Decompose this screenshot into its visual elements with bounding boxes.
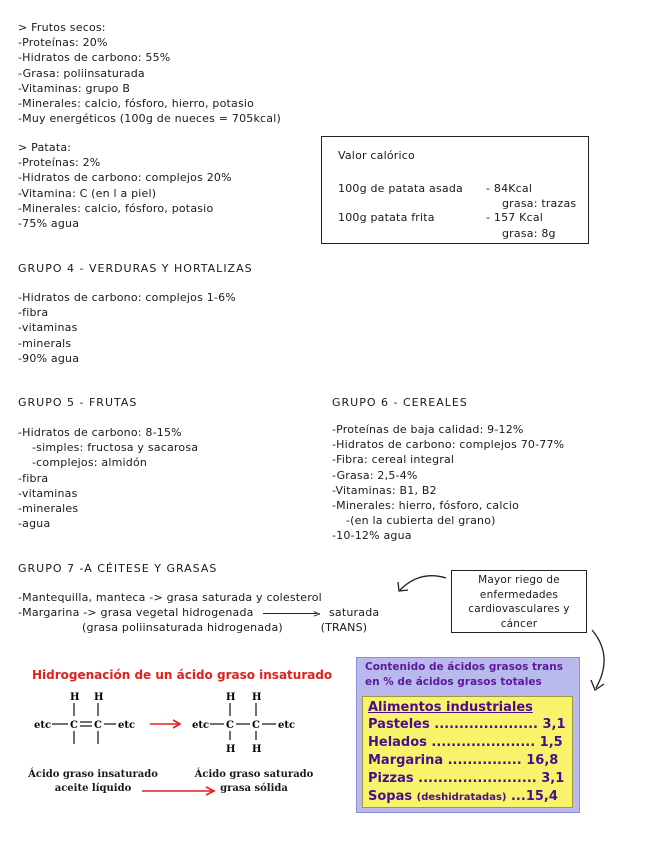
left-caption-2: aceite líquido <box>54 783 132 794</box>
trans-row-value: 1,5 <box>539 735 563 750</box>
trans-row-dots: ............... <box>443 753 527 768</box>
atom-c: C <box>252 720 260 731</box>
riesgo-line: enfermedades <box>479 588 559 601</box>
trans-row-name: Pizzas <box>368 771 414 786</box>
trans-row-value: 16,8 <box>526 753 559 768</box>
grupo4-line: -90% agua <box>18 351 80 365</box>
curved-arrow-icon <box>390 570 450 596</box>
trans-row <box>368 734 563 752</box>
grupo5-line: -minerales <box>18 502 79 516</box>
grupo6-line: -10-12% agua <box>332 529 412 543</box>
curved-down-arrow-icon <box>586 628 616 694</box>
valor-calorico-title: Valor calórico <box>338 149 415 162</box>
trans-row-name: Margarina <box>368 753 444 768</box>
patata-title: > Patata: <box>18 141 72 154</box>
atom-h: H <box>252 744 262 755</box>
trans-row-value: 15,4 <box>525 789 558 804</box>
grupo5-line: -Hidratos de carbono: 8-15% <box>18 426 182 439</box>
grupo6-line: -Grasa: 2,5-4% <box>332 468 418 482</box>
grupo7-line: -Mantequilla, manteca -> grasa saturada y colesterol <box>18 591 322 604</box>
atom-h: H <box>226 744 236 755</box>
etc-label: etc <box>192 720 210 731</box>
patata-line: -Minerales: calcio, fósforo, potasio <box>18 201 214 215</box>
grupo5-title: GRUPO 5 - FRUTAS <box>18 396 138 409</box>
frutos-secos-line: -Minerales: calcio, fósforo, hierro, potasio <box>18 97 255 111</box>
frutos-secos-line: -Muy energéticos (100g de nueces = 705kcal) <box>18 112 281 126</box>
long-arrow: > <box>263 613 317 614</box>
trans-row-name: Helados <box>368 735 427 750</box>
frutos-secos-line: -Grasa: poliinsaturada <box>18 66 145 80</box>
grupo7-line <box>18 605 379 620</box>
etc-label: etc <box>34 720 52 731</box>
riesgo-line: Mayor riego de <box>478 574 560 586</box>
trans-row-dots: ... <box>506 789 526 804</box>
trans-header <box>365 660 563 690</box>
right-caption <box>192 768 316 796</box>
asada-label: 100g de patata asada <box>338 182 463 195</box>
trans-row-dots: ........................ <box>413 771 542 786</box>
trans-row <box>368 788 558 807</box>
grupo6-line: -Hidratos de carbono: complejos 70-77% <box>332 438 565 452</box>
patata-line: -Proteínas: 2% <box>18 156 101 170</box>
frita-grasa: grasa: 8g <box>502 227 556 240</box>
grupo4-section <box>18 290 236 366</box>
atom-c: C <box>94 720 102 731</box>
trans-row-dots: ..................... <box>426 735 540 750</box>
atom-c: C <box>226 720 234 731</box>
grupo6-line: -Proteínas de baja calidad: 9-12% <box>332 423 524 436</box>
grupo4-line: -Hidratos de carbono: complejos 1-6% <box>18 291 236 304</box>
asada-grasa: grasa: trazas <box>502 197 577 210</box>
right-caption-2: grasa sólida <box>220 783 288 794</box>
patata-line: -Hidratos de carbono: complejos 20% <box>18 171 232 185</box>
grupo4-line: -fibra <box>18 306 49 320</box>
patata-section <box>18 140 232 231</box>
atom-h: H <box>70 692 80 703</box>
grupo6-line: -Minerales: hierro, fósforo, calcio <box>332 499 520 513</box>
grupo6-sub: -(en la cubierta del grano) <box>346 514 496 528</box>
atom-h: H <box>94 692 104 703</box>
grupo5-sub: -simples: fructosa y sacarosa <box>32 441 199 455</box>
trans-row <box>368 752 558 770</box>
trans-row-dots: ..................... <box>429 717 543 732</box>
atom-h: H <box>252 692 262 703</box>
frita-label: 100g patata frita <box>338 211 435 224</box>
trans-text: (TRANS) <box>320 621 368 635</box>
saturada-text: saturada <box>328 606 380 620</box>
trans-row <box>368 716 566 734</box>
hidrogenacion-title: Hidrogenación de un ácido graso insaturado <box>32 668 333 682</box>
grupo7-line <box>18 620 379 635</box>
grupo4-line: -vitaminas <box>18 321 78 335</box>
trans-panel <box>356 657 580 813</box>
grupo5-line: -agua <box>18 517 51 531</box>
frutos-secos-section <box>18 20 281 126</box>
trans-row <box>368 770 564 788</box>
grupo5-line: -vitaminas <box>18 486 78 500</box>
grupo6-line: -Vitaminas: B1, B2 <box>332 483 437 497</box>
right-caption-1: Ácido graso saturado <box>194 769 314 780</box>
frutos-secos-line: -Vitaminas: grupo B <box>18 81 131 95</box>
etc-label: etc <box>278 720 296 731</box>
grupo6-section <box>332 422 564 544</box>
industrial-title: Alimentos industriales <box>368 700 533 715</box>
grupo5-section <box>18 425 198 531</box>
grupo4-title: GRUPO 4 - VERDURAS Y HORTALIZAS <box>18 262 253 275</box>
atom-c: C <box>70 720 78 731</box>
frutos-secos-line: -Hidratos de carbono: 55% <box>18 51 171 65</box>
margarina-text: -Margarina -> grasa vegetal hidrogenada <box>18 606 254 620</box>
trans-row-value: 3,1 <box>542 717 566 732</box>
asada-value: - 84Kcal <box>486 182 533 195</box>
valor-calorico-box <box>321 136 589 244</box>
hidrogenacion-diagram <box>30 688 320 756</box>
grupo6-line: -Fibra: cereal integral <box>332 453 455 467</box>
grupo7-title: GRUPO 7 -A CÉITESE Y GRASAS <box>18 562 218 575</box>
riesgo-line: cardiovasculares y <box>468 603 570 615</box>
frita-value: - 157 Kcal <box>486 211 544 224</box>
trans-header-2: en % de ácidos grasos totales <box>365 676 542 688</box>
etc-label: etc <box>118 720 136 731</box>
patata-line: -Vitamina: C (en l a piel) <box>18 186 157 200</box>
trans-row-name: Sopas <box>368 789 413 804</box>
atom-h: H <box>226 692 236 703</box>
grupo7-section <box>18 590 379 636</box>
trans-row-name: Pasteles <box>368 717 430 732</box>
grupo5-sub: -complejos: almidón <box>32 456 148 470</box>
grupo5-line: -fibra <box>18 471 49 485</box>
trans-row-note: (deshidratadas) <box>416 792 507 803</box>
poliinsaturada-text: (grasa poliinsaturada hidrogenada) <box>82 621 283 635</box>
left-caption <box>28 768 158 796</box>
trans-header-1: Contenido de ácidos grasos trans <box>365 661 563 673</box>
riesgo-line: cáncer <box>500 617 538 630</box>
trans-row-value: 3,1 <box>541 771 565 786</box>
grupo6-title: GRUPO 6 - CEREALES <box>332 396 468 409</box>
left-caption-1: Ácido graso insaturado <box>28 769 158 780</box>
trans-yellow-box <box>362 696 573 808</box>
patata-line: -75% agua <box>18 217 80 231</box>
riesgo-box <box>451 570 587 633</box>
grupo4-line: -minerals <box>18 336 72 350</box>
frutos-secos-title: > Frutos secos: <box>18 21 106 34</box>
frutos-secos-line: -Proteínas: 20% <box>18 36 108 50</box>
